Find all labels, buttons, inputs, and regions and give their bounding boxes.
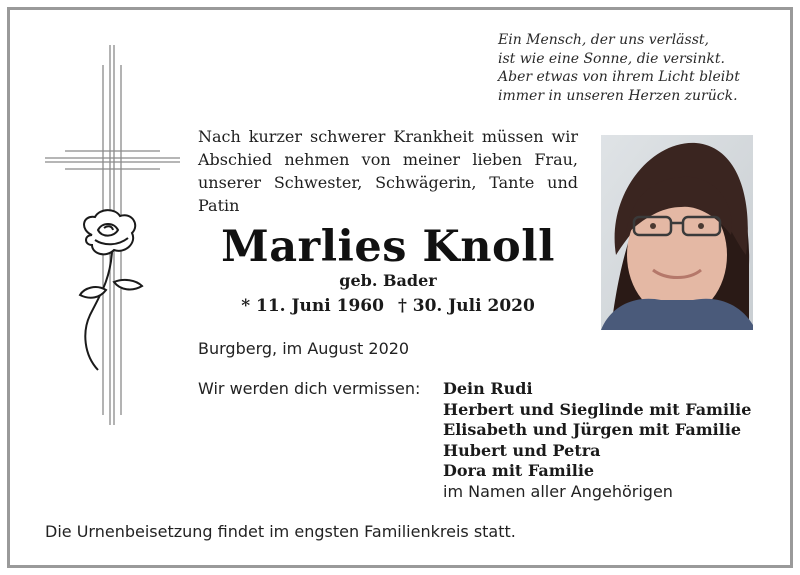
mourner: Herbert und Sieglinde mit Familie — [443, 399, 752, 419]
death-date: † 30. Juli 2020 — [397, 296, 535, 316]
place-date: Burgberg, im August 2020 — [198, 339, 410, 358]
cross-with-rose-icon — [40, 40, 185, 430]
portrait-photo — [601, 135, 753, 330]
born-name: geb. Bader — [339, 271, 437, 290]
mourner: Elisabeth und Jürgen mit Familie — [443, 420, 742, 439]
life-dates — [198, 296, 578, 316]
deceased-name: Marlies Knoll — [221, 222, 555, 272]
poem — [498, 31, 768, 105]
mourners-closing: im Namen aller Angehörigen — [443, 481, 673, 501]
intro-line: unserer Schwester, Schwägerin, Tante und — [198, 173, 578, 192]
mourners-list — [443, 379, 751, 502]
footer-note: Die Urnenbeisetzung findet im engsten Familienkreis statt. — [45, 522, 516, 541]
intro-line: Nach kurzer schwerer Krankheit müssen wir — [198, 127, 578, 146]
poem-line: Aber etwas von ihrem Licht bleibt — [498, 69, 740, 85]
miss-label: Wir werden dich vermissen: — [198, 379, 421, 398]
birth-date: * 11. Juni 1960 — [241, 296, 384, 316]
mourner: Dein Rudi — [443, 379, 533, 398]
mourner: Hubert und Petra — [443, 440, 601, 460]
intro-line: Abschied nehmen von meiner lieben Frau, — [198, 150, 578, 169]
poem-line: immer in unseren Herzen zurück. — [498, 87, 738, 104]
poem-line: Ein Mensch, der uns verlässt, — [498, 32, 709, 48]
intro-text — [198, 125, 578, 217]
mourner: Dora mit Familie — [443, 461, 595, 480]
poem-line: ist wie eine Sonne, die versinkt. — [498, 50, 725, 67]
intro-line: Patin — [198, 196, 240, 215]
